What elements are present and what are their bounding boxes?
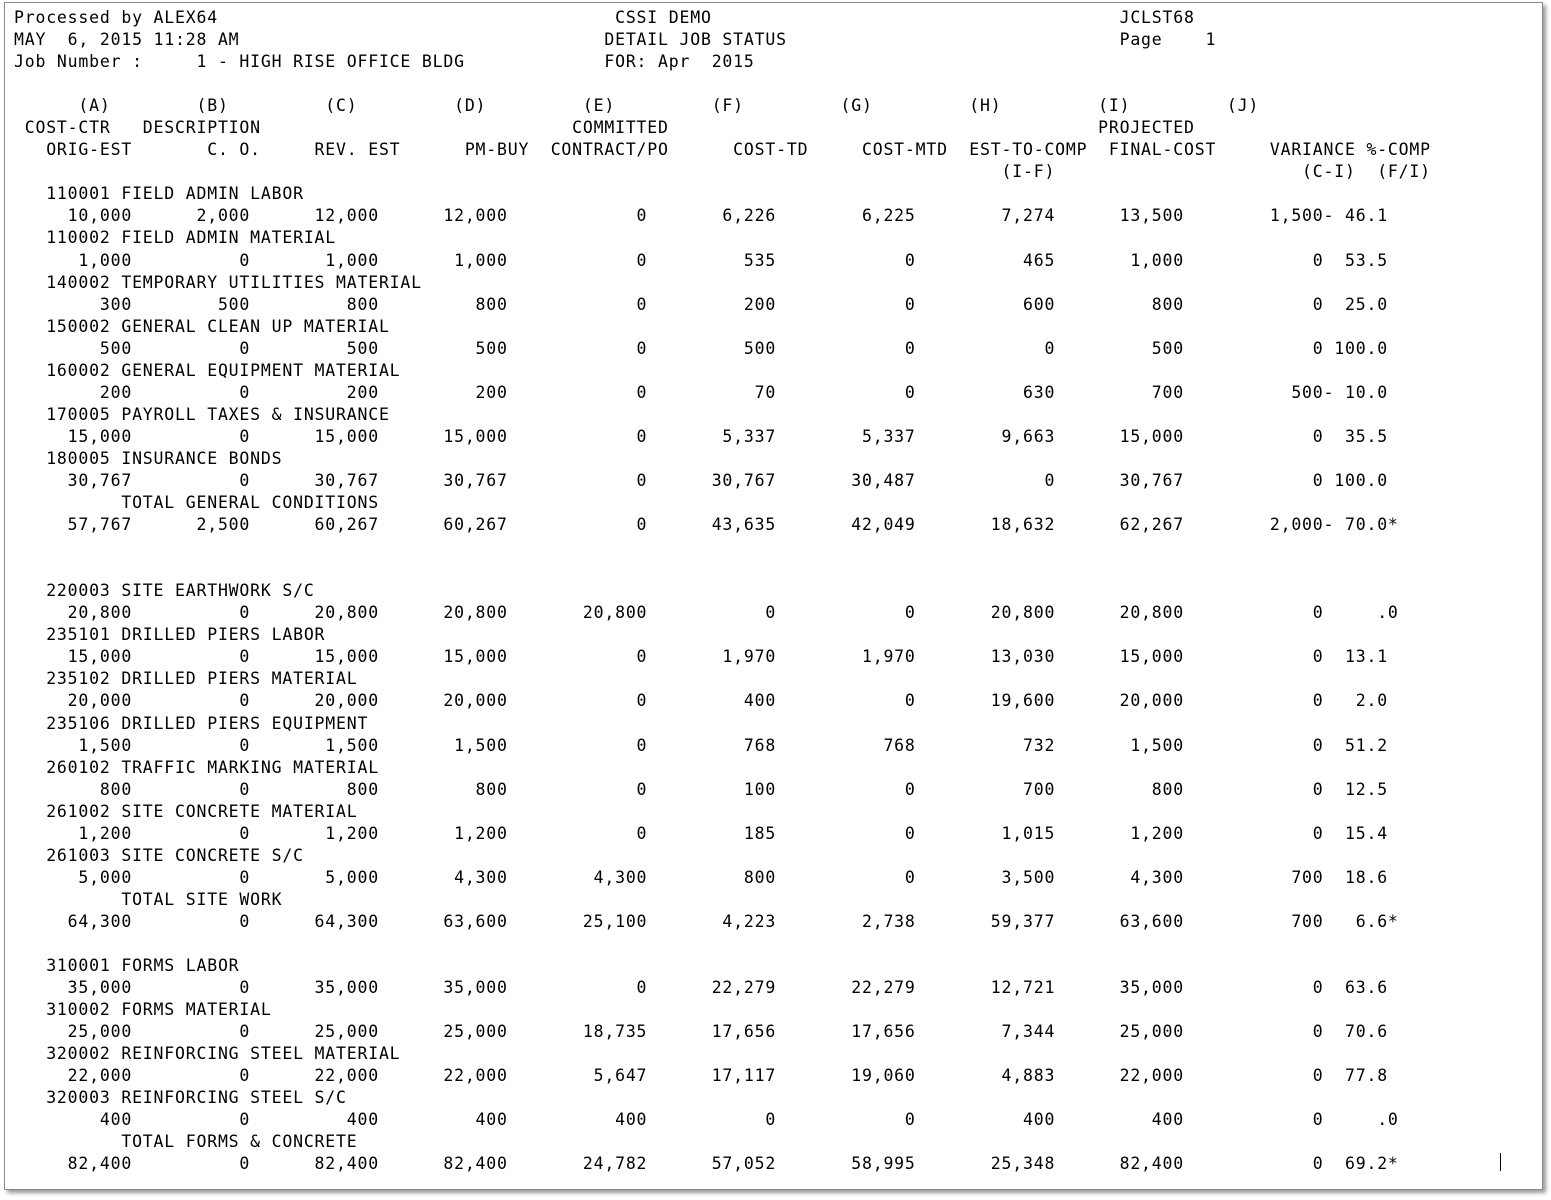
report-line: 170005 PAYROLL TAXES & INSURANCE [14,404,390,424]
report-line: ORIG-EST C. O. REV. EST PM-BUY CONTRACT/PO COST-TD COST-MTD EST-TO-COMP FINAL-COST VARIANCE %-COMP [14,140,1431,160]
report-line: 15,000 0 15,000 15,000 0 1,970 1,970 13,030 15,000 0 13.1 [14,647,1388,667]
report-line: 180005 INSURANCE BONDS [14,448,283,468]
report-line: 110001 FIELD ADMIN LABOR [14,184,304,204]
report-line: 82,400 0 82,400 82,400 24,782 57,052 58,995 25,348 82,400 0 69.2* [14,1154,1399,1174]
report-line: 235101 DRILLED PIERS LABOR [14,625,326,645]
report-line: TOTAL SITE WORK [14,889,283,909]
report-line: 261002 SITE CONCRETE MATERIAL [14,801,358,821]
text-cursor [1500,1153,1501,1171]
report-line: 35,000 0 35,000 35,000 0 22,279 22,279 12,721 35,000 0 63.6 [14,978,1388,998]
report-line: COST-CTR DESCRIPTION COMMITTED PROJECTED [14,118,1195,138]
report-line: 320002 REINFORCING STEEL MATERIAL [14,1044,401,1064]
report-line: 5,000 0 5,000 4,300 4,300 800 0 3,500 4,300 700 18.6 [14,867,1388,887]
report-line: TOTAL FORMS & CONCRETE [14,1132,358,1152]
report-line: 20,000 0 20,000 20,000 0 400 0 19,600 20,000 0 2.0 [14,691,1388,711]
report-line [14,558,1431,580]
report-line: 310002 FORMS MATERIAL [14,1000,272,1020]
report-line: 30,767 0 30,767 30,767 0 30,767 30,487 0 30,767 0 100.0 [14,470,1388,490]
report-line: 500 0 500 500 0 500 0 0 500 0 100.0 [14,338,1388,358]
report-line: 200 0 200 200 0 70 0 630 700 500- 10.0 [14,382,1388,402]
report-line: 10,000 2,000 12,000 12,000 0 6,226 6,225 7,274 13,500 1,500- 46.1 [14,206,1388,226]
report-line: 150002 GENERAL CLEAN UP MATERIAL [14,316,390,336]
report-line: 160002 GENERAL EQUIPMENT MATERIAL [14,360,401,380]
report-line: 310001 FORMS LABOR [14,956,240,976]
report-line: 261003 SITE CONCRETE S/C [14,845,304,865]
report-line: 220003 SITE EARTHWORK S/C [14,581,315,601]
report-line: 20,800 0 20,800 20,800 20,800 0 0 20,800 20,800 0 .0 [14,603,1399,623]
report-line: 57,767 2,500 60,267 60,267 0 43,635 42,049 18,632 62,267 2,000- 70.0* [14,515,1399,535]
report-line: (I-F) (C-I) (F/I) [14,162,1431,182]
report-line: 1,200 0 1,200 1,200 0 185 0 1,015 1,200 0 15.4 [14,823,1388,843]
detail-job-status-report [14,7,1431,1175]
report-line: 64,300 0 64,300 63,600 25,100 4,223 2,738 59,377 63,600 700 6.6* [14,911,1399,931]
report-line: 140002 TEMPORARY UTILITIES MATERIAL [14,272,422,292]
report-line: 22,000 0 22,000 22,000 5,647 17,117 19,060 4,883 22,000 0 77.8 [14,1066,1388,1086]
report-line: MAY 6, 2015 11:28 AM DETAIL JOB STATUS Page 1 [14,30,1217,50]
report-line [14,73,1431,95]
report-line: (A) (B) (C) (D) (E) (F) (G) (H) (I) (J) [14,96,1260,116]
report-line [14,933,1431,955]
report-line: 1,000 0 1,000 1,000 0 535 0 465 1,000 0 53.5 [14,250,1388,270]
report-line: 320003 REINFORCING STEEL S/C [14,1088,347,1108]
report-line: 235106 DRILLED PIERS EQUIPMENT [14,713,369,733]
report-line: 15,000 0 15,000 15,000 0 5,337 5,337 9,663 15,000 0 35.5 [14,426,1388,446]
report-line: TOTAL GENERAL CONDITIONS [14,493,379,513]
report-line: Processed by ALEX64 CSSI DEMO JCLST68 [14,8,1195,27]
report-line: 400 0 400 400 400 0 0 400 400 0 .0 [14,1110,1399,1130]
report-line: 25,000 0 25,000 25,000 18,735 17,656 17,656 7,344 25,000 0 70.6 [14,1022,1388,1042]
report-line: 300 500 800 800 0 200 0 600 800 0 25.0 [14,294,1388,314]
report-line [14,536,1431,558]
report-line: 235102 DRILLED PIERS MATERIAL [14,669,358,689]
report-line: 800 0 800 800 0 100 0 700 800 0 12.5 [14,779,1388,799]
report-line: 110002 FIELD ADMIN MATERIAL [14,228,337,248]
report-window [4,2,1543,1190]
report-line: Job Number : 1 - HIGH RISE OFFICE BLDG FOR: Apr 2015 [14,52,755,72]
report-line: 260102 TRAFFIC MARKING MATERIAL [14,757,379,777]
report-line: 1,500 0 1,500 1,500 0 768 768 732 1,500 0 51.2 [14,735,1388,755]
